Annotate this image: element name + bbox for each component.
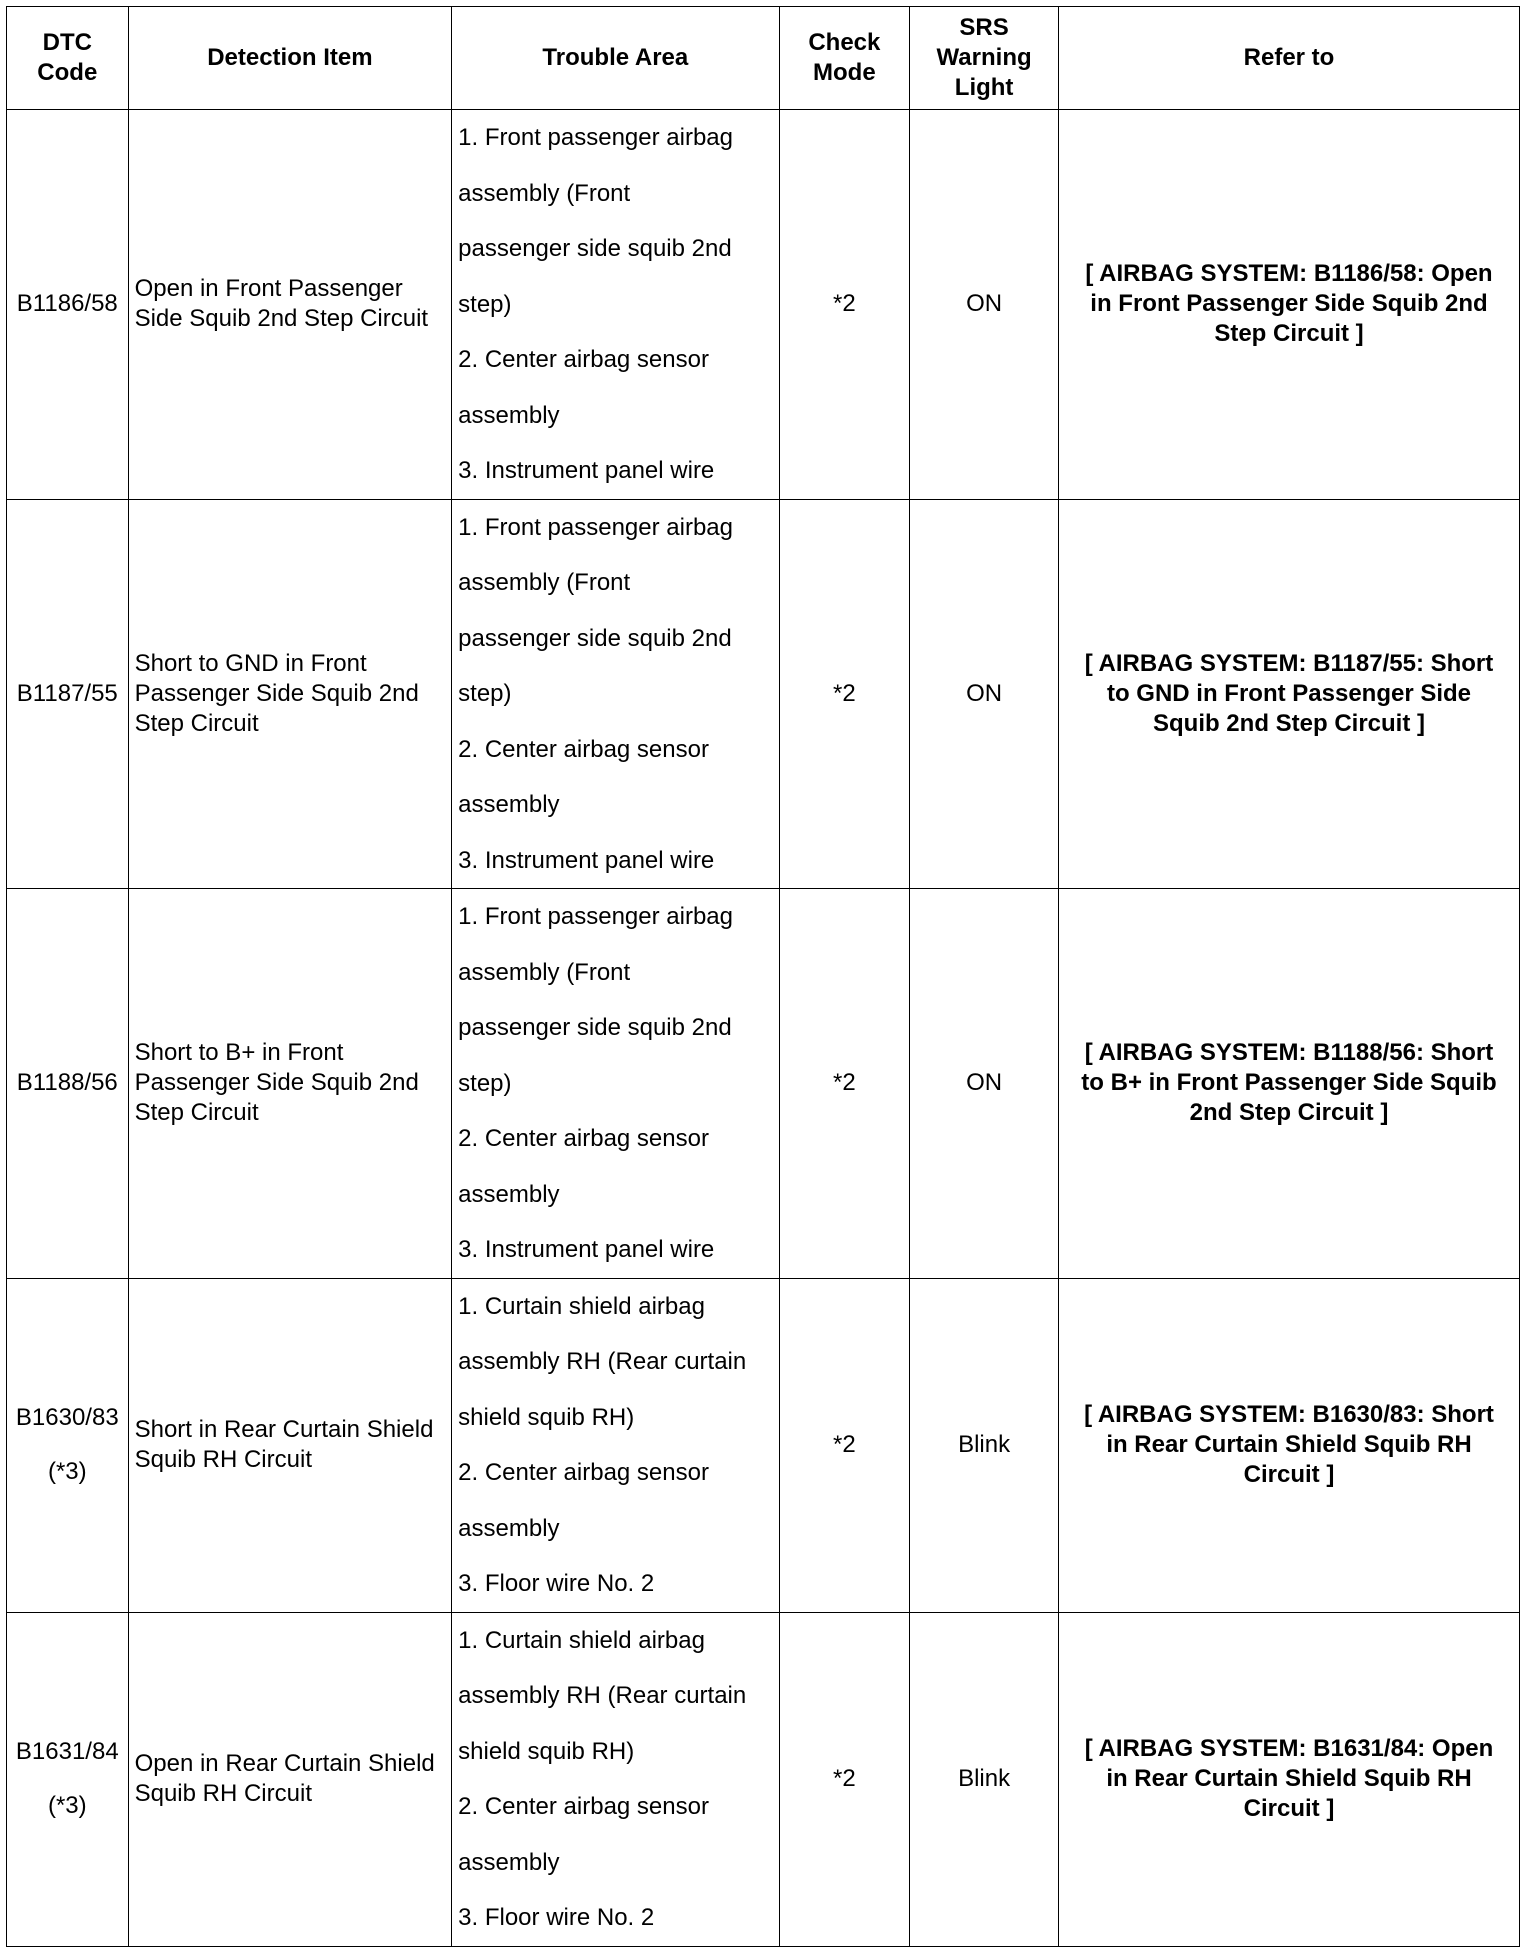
table-row [7, 499, 1520, 889]
trouble-area-cell [452, 1278, 779, 1612]
dtc-code-cell [7, 1612, 129, 1946]
header-dtc-code: DTC Code [7, 7, 129, 110]
trouble-area-line: step) [458, 1069, 512, 1097]
refer-to-link[interactable]: [ AIRBAG SYSTEM: B1187/55: Short to GND in Front Passenger Side Squib 2nd Step Circuit ] [1059, 499, 1520, 889]
check-mode-cell: *2 [779, 1278, 910, 1612]
trouble-area-line: passenger side squib 2nd [458, 235, 732, 262]
check-mode-cell: *2 [779, 1612, 910, 1946]
trouble-area-line: 2. Center airbag sensor [458, 1125, 709, 1152]
check-mode-cell: *2 [779, 499, 910, 889]
srs-warning-light-cell: ON [910, 499, 1059, 889]
trouble-area-line: 1. Curtain shield airbag [458, 1292, 705, 1320]
dtc-code-note: (*3) [47, 1792, 87, 1819]
trouble-area-line: assembly RH (Rear curtain [458, 1682, 747, 1709]
trouble-area-line: assembly (Front [458, 958, 631, 986]
dtc-code: B1187/55 [16, 679, 118, 707]
dtc-code-cell [7, 889, 129, 1279]
trouble-area-line: shield squib RH) [458, 1403, 635, 1431]
header-detection-item: Detection Item [128, 7, 452, 110]
trouble-area-line: 3. Instrument panel wire [458, 846, 715, 874]
trouble-area-line: 2. Center airbag sensor [458, 735, 709, 763]
trouble-area-line: 1. Front passenger airbag [458, 513, 733, 541]
srs-warning-light-cell: ON [910, 110, 1059, 500]
trouble-area-line: passenger side squib 2nd [458, 624, 732, 652]
trouble-area-line: assembly [458, 1848, 560, 1876]
trouble-area-line: assembly [458, 1180, 560, 1208]
trouble-area-line: 1. Curtain shield airbag [458, 1626, 705, 1654]
table-row [7, 889, 1520, 1279]
trouble-area-line: assembly [458, 1514, 560, 1542]
detection-item-cell: Short to B+ in Front Passenger Side Squib 2nd Step Circuit [128, 889, 452, 1279]
header-refer-to: Refer to [1059, 7, 1520, 110]
trouble-area-cell [452, 110, 779, 500]
trouble-area-line: assembly (Front [458, 569, 631, 596]
header-trouble-area: Trouble Area [452, 7, 779, 110]
srs-warning-light-cell: Blink [910, 1278, 1059, 1612]
dtc-table [6, 6, 1520, 1947]
header-row [7, 7, 1520, 110]
trouble-area-line: 3. Instrument panel wire [458, 1236, 715, 1263]
dtc-code-cell [7, 499, 129, 889]
dtc-code: B1188/56 [16, 1069, 118, 1097]
trouble-area-line: assembly RH (Rear curtain [458, 1348, 747, 1375]
trouble-area-line: step) [458, 290, 512, 318]
trouble-area-cell [452, 499, 779, 889]
trouble-area-line: 3. Instrument panel wire [458, 457, 715, 484]
dtc-code-cell [7, 110, 129, 500]
table-row [7, 110, 1520, 500]
detection-item-cell: Open in Rear Curtain Shield Squib RH Circuit [128, 1612, 452, 1946]
refer-to-link[interactable]: [ AIRBAG SYSTEM: B1188/56: Short to B+ in Front Passenger Side Squib 2nd Step Circuit ] [1059, 889, 1520, 1279]
dtc-code: B1186/58 [16, 290, 118, 318]
trouble-area-cell [452, 889, 779, 1279]
srs-warning-light-cell: ON [910, 889, 1059, 1279]
trouble-area-line: shield squib RH) [458, 1737, 635, 1765]
refer-to-link[interactable]: [ AIRBAG SYSTEM: B1630/83: Short in Rear Curtain Shield Squib RH Circuit ] [1059, 1278, 1520, 1612]
dtc-code: B1631/84 [15, 1738, 119, 1765]
detection-item-cell: Short to GND in Front Passenger Side Squib 2nd Step Circuit [128, 499, 452, 889]
table-row [7, 1278, 1520, 1612]
detection-item-cell: Short in Rear Curtain Shield Squib RH Circuit [128, 1278, 452, 1612]
srs-warning-light-cell: Blink [910, 1612, 1059, 1946]
refer-to-link[interactable]: [ AIRBAG SYSTEM: B1186/58: Open in Front Passenger Side Squib 2nd Step Circuit ] [1059, 110, 1520, 500]
trouble-area-line: 1. Front passenger airbag [458, 903, 733, 930]
dtc-code-note: (*3) [47, 1458, 87, 1485]
trouble-area-line: 2. Center airbag sensor [458, 1459, 709, 1486]
detection-item-cell: Open in Front Passenger Side Squib 2nd Step Circuit [128, 110, 452, 500]
trouble-area-line: assembly [458, 401, 560, 429]
trouble-area-line: 2. Center airbag sensor [458, 1793, 709, 1820]
dtc-code-cell [7, 1278, 129, 1612]
trouble-area-line: 2. Center airbag sensor [458, 346, 709, 373]
trouble-area-line: passenger side squib 2nd [458, 1014, 732, 1041]
trouble-area-line: 3. Floor wire No. 2 [458, 1904, 655, 1931]
check-mode-cell: *2 [779, 889, 910, 1279]
trouble-area-line: 3. Floor wire No. 2 [458, 1570, 655, 1597]
trouble-area-line: assembly [458, 791, 560, 818]
table-row [7, 1612, 1520, 1946]
header-check-mode: Check Mode [779, 7, 910, 110]
check-mode-cell: *2 [779, 110, 910, 500]
refer-to-link[interactable]: [ AIRBAG SYSTEM: B1631/84: Open in Rear Curtain Shield Squib RH Circuit ] [1059, 1612, 1520, 1946]
trouble-area-cell [452, 1612, 779, 1946]
trouble-area-line: assembly (Front [458, 179, 631, 207]
header-srs-warning-light: SRS Warning Light [910, 7, 1059, 110]
trouble-area-line: 1. Front passenger airbag [458, 124, 733, 151]
trouble-area-line: step) [458, 680, 512, 707]
dtc-code: B1630/83 [15, 1404, 119, 1431]
